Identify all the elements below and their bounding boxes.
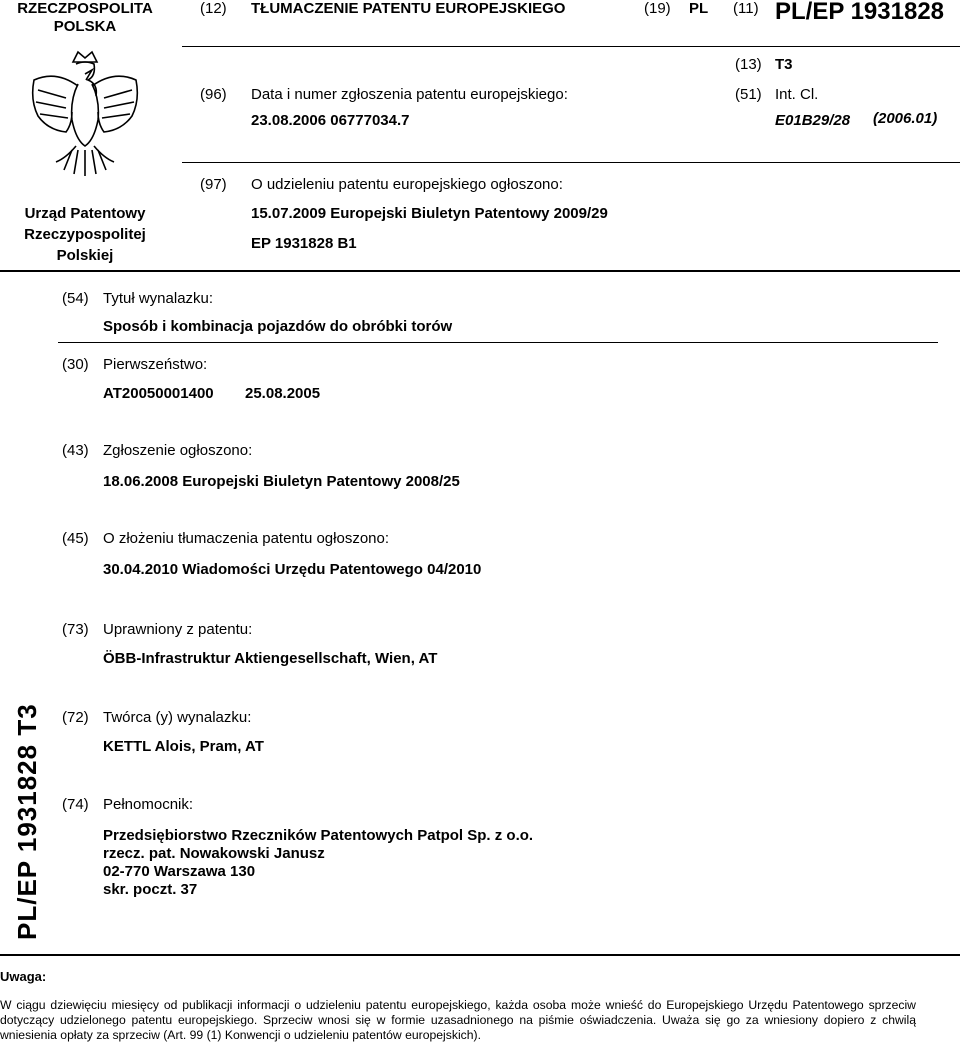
kind-label: (13): [735, 56, 762, 73]
grant-value: 15.07.2009 Europejski Biuletyn Patentowy 2009/29: [251, 205, 608, 222]
priority-label: Pierwszeństwo:: [103, 356, 208, 373]
number-label: (11): [733, 0, 759, 17]
translation-label: O złożeniu tłumaczenia patentu ogłoszono:: [103, 530, 390, 547]
kind-code: T3: [775, 56, 793, 73]
patent-office-name: Urząd Patentowy Rzeczypospolitej Polskiej: [24, 205, 146, 264]
separator: [58, 342, 938, 343]
attorney-line: rzecz. pat. Nowakowski Janusz: [103, 845, 325, 862]
footer-rule: [0, 954, 960, 956]
classification-label: Int. Cl.: [775, 86, 819, 103]
application-published-code: (43): [62, 442, 89, 459]
doc-type-code: (12): [200, 0, 227, 17]
ipc-version: (2006.01): [873, 110, 938, 127]
header-bottom-rule: [0, 270, 960, 272]
attorney-label: Pełnomocnik:: [103, 796, 194, 813]
priority-date: 25.08.2005: [245, 385, 321, 402]
grant-label: O udzieleniu patentu europejskiego ogłoszono:: [251, 176, 563, 193]
country-name: RZECZPOSPOLITA POLSKA: [17, 0, 153, 35]
inventor-code: (72): [62, 709, 89, 726]
polish-eagle-emblem: [26, 50, 144, 180]
country-code-label: (19): [644, 0, 671, 17]
application-published-label: Zgłoszenie ogłoszono:: [103, 442, 253, 459]
patent-number: PL/EP 1931828: [775, 0, 945, 25]
grant-code: (97): [200, 176, 227, 193]
inventor-value: KETTL Alois, Pram, AT: [103, 738, 264, 755]
doc-type-title: TŁUMACZENIE PATENTU EUROPEJSKIEGO: [251, 0, 566, 17]
title-code: (54): [62, 290, 89, 307]
attorney-line: 02-770 Warszawa 130: [103, 863, 256, 880]
grant-rule: [182, 162, 960, 163]
priority-number: AT20050001400: [103, 385, 214, 402]
filing-code: (96): [200, 86, 227, 103]
ipc-code: E01B29/28: [775, 112, 851, 129]
country-code: PL: [689, 0, 709, 17]
inventor-label: Twórca (y) wynalazku:: [103, 709, 252, 726]
priority-code: (30): [62, 356, 89, 373]
filing-value: 23.08.2006 06777034.7: [251, 112, 410, 129]
title-label: Tytuł wynalazku:: [103, 290, 214, 307]
translation-code: (45): [62, 530, 89, 547]
attorney-line: skr. poczt. 37: [103, 881, 198, 898]
filing-label: Data i numer zgłoszenia patentu europejskiego:: [251, 86, 568, 103]
attorney-line: Przedsiębiorstwo Rzeczników Patentowych Patpol Sp. z o.o.: [103, 827, 534, 844]
proprietor-code: (73): [62, 621, 89, 638]
classification-code: (51): [735, 86, 762, 103]
ep-number: EP 1931828 B1: [251, 235, 357, 252]
invention-title: Sposób i kombinacja pojazdów do obróbki torów: [103, 318, 453, 335]
proprietor-value: ÖBB-Infrastruktur Aktiengesellschaft, Wien, AT: [103, 650, 438, 667]
proprietor-label: Uprawniony z patentu:: [103, 621, 253, 638]
application-published-value: 18.06.2008 Europejski Biuletyn Patentowy 2008/25: [103, 473, 460, 490]
spine-patent-number: PL/EP 1931828 T3: [12, 703, 42, 940]
header-rule: [182, 46, 960, 47]
notice-title: Uwaga:: [0, 969, 47, 984]
attorney-code: (74): [62, 796, 89, 813]
translation-value: 30.04.2010 Wiadomości Urzędu Patentowego 04/2010: [103, 561, 482, 578]
notice-text: W ciągu dziewięciu miesięcy od publikacji informacji o udzieleniu patentu europejskiego, każda osoba może wnieść do Europejskiego Urzędu Patentowego sprzeciw dotyczący udzielonego patentu europejskiego. Sprzeciw wnosi się w formie uzasadnionego na piśmie oświadczenia. Uważa się go za wniesiony dopiero z chwilą wniesienia opłaty za sprzeciw (Art. 99 (1) Konwencji o udzieleniu patentów europejskich).: [0, 998, 916, 1042]
